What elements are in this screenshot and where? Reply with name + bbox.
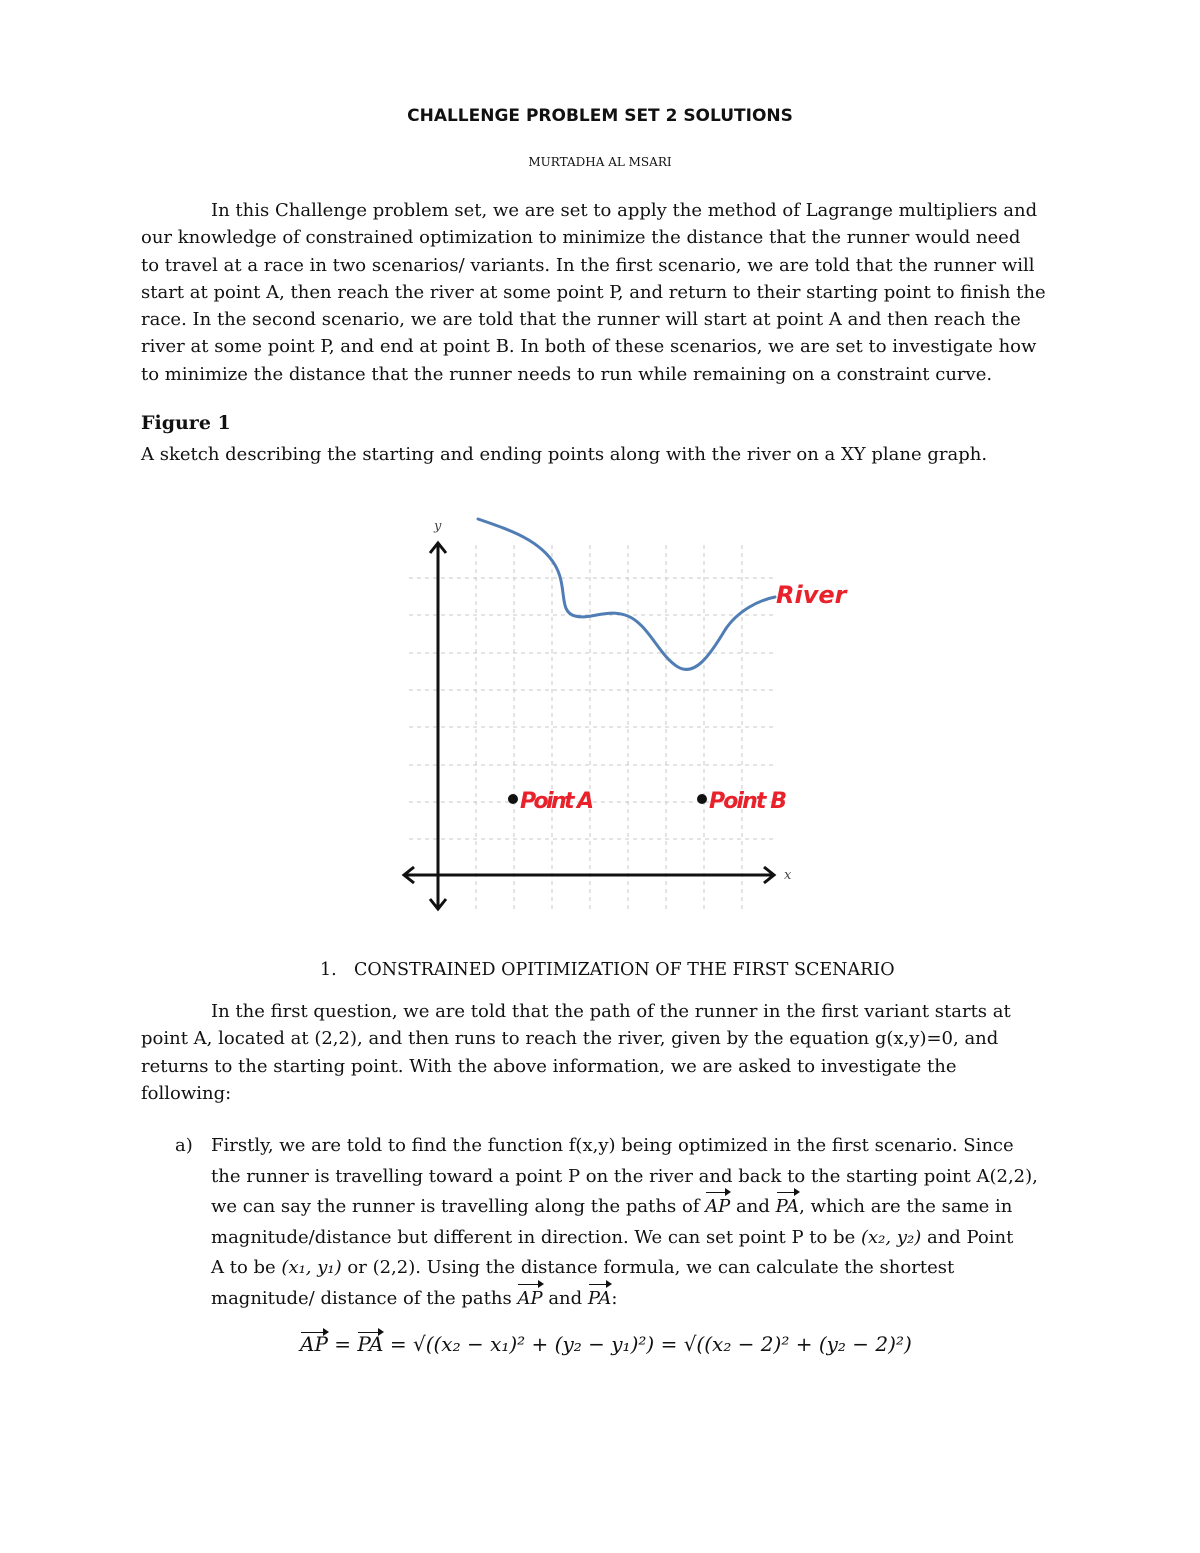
document-title: CHALLENGE PROBLEM SET 2 SOLUTIONS bbox=[407, 106, 793, 126]
river-curve bbox=[478, 519, 775, 669]
river-label: River bbox=[776, 581, 847, 609]
section-line: In the first question, we are told that the path of the runner in the first variant starts at bbox=[211, 1001, 1011, 1022]
intro-line: river at some point P, and end at point B. In both of these scenarios, we are set to investigate how bbox=[141, 336, 1037, 358]
item-line: magnitude/ distance of the paths AP and PA: bbox=[211, 1284, 1075, 1315]
point-a-dot bbox=[508, 794, 518, 804]
y-axis-label: y bbox=[434, 519, 442, 534]
intro-line: to minimize the distance that the runner needs to run while remaining on a constraint curve. bbox=[141, 363, 993, 385]
list-item-label: a) bbox=[175, 1135, 193, 1156]
axes bbox=[404, 543, 774, 909]
point-a-label: Point A bbox=[520, 789, 594, 814]
river-sketch-graph bbox=[390, 505, 847, 920]
vector-pa: PA bbox=[588, 1284, 611, 1315]
section-1-paragraph bbox=[141, 998, 1061, 1107]
grid-lines bbox=[409, 545, 775, 910]
intro-line: our knowledge of constrained optimization to minimize the distance that the runner would need bbox=[141, 227, 1021, 249]
formula-substituted-distance: √((x₂ − 2)² + (y₂ − 2)²) bbox=[683, 1332, 912, 1356]
item-line: A to be (x₁, y₁) or (2,2). Using the distance formula, we can calculate the shortest bbox=[211, 1257, 955, 1278]
list-item-body bbox=[211, 1131, 1075, 1314]
formula-vector-ap: AP bbox=[300, 1332, 328, 1356]
vector-pa: PA bbox=[776, 1192, 799, 1223]
distance-formula: AP = PA = √((x₂ − x₁)² + (y₂ − y₁)²) = √((x₂ − 2)² + (y₂ − 2)²) bbox=[300, 1332, 912, 1356]
point-b-label: Point B bbox=[709, 789, 787, 814]
vector-ap: AP bbox=[517, 1284, 542, 1315]
section-number: 1. bbox=[320, 960, 337, 980]
intro-line: start at point A, then reach the river at some point P, and return to their starting point to finish the bbox=[141, 281, 1046, 303]
section-1-heading bbox=[320, 960, 895, 980]
section-line: following: bbox=[141, 1082, 232, 1104]
point-p-coordinates: (x₂, y₂) bbox=[861, 1226, 922, 1248]
section-line: point A, located at (2,2), and then runs to reach the river, given by the equation g(x,y)=0, and bbox=[141, 1028, 999, 1050]
item-line: the runner is travelling toward a point P on the river and back to the starting point A(2,2), bbox=[211, 1165, 1038, 1187]
intro-line: to travel at a race in two scenarios/ variants. In the first scenario, we are told that the runner will bbox=[141, 254, 1035, 276]
section-line: returns to the starting point. With the above information, we are asked to investigate the bbox=[141, 1055, 957, 1077]
point-a-coordinates: (x₁, y₁) bbox=[281, 1257, 342, 1278]
author-name: MURTADHA AL MSARI bbox=[528, 155, 672, 169]
figure-caption: A sketch describing the starting and ending points along with the river on a XY plane graph. bbox=[141, 444, 988, 465]
item-line: Firstly, we are told to find the function f(x,y) being optimized in the first scenario. Since bbox=[211, 1135, 1014, 1156]
intro-line: race. In the second scenario, we are told that the runner will start at point A and then reach the bbox=[141, 309, 1021, 331]
formula-vector-pa: PA bbox=[357, 1332, 384, 1356]
list-item-a bbox=[175, 1131, 1075, 1314]
item-line: we can say the runner is travelling along the paths of AP and PA, which are the same in bbox=[211, 1192, 1075, 1223]
formula-general-distance: √((x₂ − x₁)² + (y₂ − y₁)²) bbox=[412, 1332, 655, 1356]
intro-line: In this Challenge problem set, we are set to apply the method of Lagrange multipliers and bbox=[211, 200, 1038, 221]
vector-ap: AP bbox=[705, 1192, 730, 1223]
intro-paragraph bbox=[141, 197, 1061, 388]
item-line: magnitude/distance but different in direction. We can set point P to be (x₂, y₂) and Point bbox=[211, 1226, 1014, 1248]
point-b-dot bbox=[697, 794, 707, 804]
x-axis-label: x bbox=[784, 868, 792, 883]
figure-title: Figure 1 bbox=[141, 412, 231, 434]
section-title: CONSTRAINED OPITIMIZATION OF THE FIRST SCENARIO bbox=[354, 960, 895, 980]
